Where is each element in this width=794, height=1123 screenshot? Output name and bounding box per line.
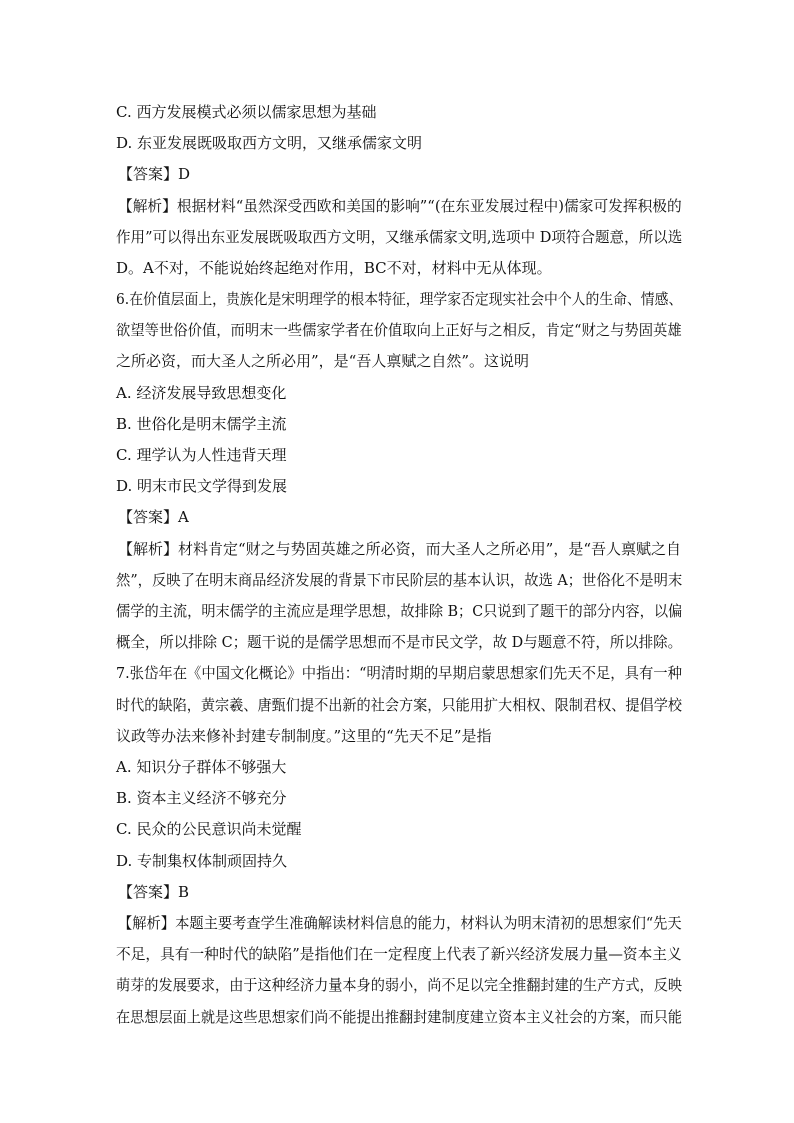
analysis-line: 概全，所以排除 C；题干说的是儒学思想而不是市民文学，故 D与题意不符，所以排除。 [116, 633, 683, 651]
question-6: 6.在价值层面上，贵族化是宋明理学的根本特征，理学家否定现实社会中个人的生命、情感、 [116, 290, 683, 308]
analysis-line: 【解析】材料肯定“财之与势固英雄之所必资，而大圣人之所必用”，是“吾人禀赋之自 [118, 540, 682, 558]
option-b: B. 资本主义经济不够充分 [116, 789, 287, 807]
option-b: B. 世俗化是明末儒学主流 [116, 415, 287, 433]
option-a: A. 知识分子群体不够强大 [116, 758, 287, 776]
option-a: A. 经济发展导致思想变化 [116, 384, 287, 402]
analysis-line: 【解析】本题主要考查学生准确解读材料信息的能力，材料认为明末清初的思想家们“先天 [118, 914, 682, 932]
option-c: C. 西方发展模式必须以儒家思想为基础 [116, 103, 377, 121]
analysis-line: 在思想层面上就是这些思想家们尚不能提出推翻封建制度建立资本主义社会的方案，而只能 [116, 1008, 683, 1026]
analysis-line: D。A不对，不能说始终起绝对作用，BC不对，材料中无从体现。 [116, 259, 552, 277]
option-c: C. 理学认为人性违背天理 [116, 446, 287, 464]
option-d: D. 专制集权体制顽固持久 [116, 852, 288, 870]
analysis-line: 不足，具有一种时代的缺陷”是指他们在一定程度上代表了新兴经济发展力量—资本主义 [116, 945, 682, 963]
question-7: 议政等办法来修补封建专制制度。”这里的“先天不足”是指 [116, 727, 492, 745]
option-c: C. 民众的公民意识尚未觉醒 [116, 820, 302, 838]
answer-label: 【答案】D [118, 165, 191, 183]
option-d: D. 东亚发展既吸取西方文明，又继承儒家文明 [116, 134, 423, 152]
question-6: 欲望等世俗价值，而明末一些儒家学者在价值取向上正好与之相反，肯定“财之与势固英雄 [116, 321, 682, 339]
question-7: 7.张岱年在《中国文化概论》中指出：“明清时期的早期启蒙思想家们先天不足，具有一种 [116, 664, 682, 682]
option-d: D. 明末市民文学得到发展 [116, 477, 288, 495]
answer-label: 【答案】A [118, 508, 189, 526]
analysis-line: 作用”可以得出东亚发展既吸取西方文明，又继承儒家文明,选项中 D项符合题意，所以选 [116, 228, 683, 246]
analysis-line: 【解析】根据材料“虽然深受西欧和美国的影响”“(在东亚发展过程中)儒家可发挥积极的 [118, 197, 682, 215]
answer-label: 【答案】B [118, 883, 190, 901]
analysis-line: 然”，反映了在明末商品经济发展的背景下市民阶层的基本认识，故选 A；世俗化不是明末 [116, 571, 683, 589]
analysis-line: 萌芽的发展要求，由于这种经济力量本身的弱小，尚不足以完全推翻封建的生产方式，反映 [116, 976, 683, 994]
analysis-line: 儒学的主流，明末儒学的主流应是理学思想，故排除 B；C只说到了题干的部分内容，以偏 [116, 602, 683, 620]
question-6: 之所必资，而大圣人之所必用”，是“吾人禀赋之自然”。这说明 [116, 352, 530, 370]
question-7: 时代的缺陷，黄宗羲、唐甄们提不出新的社会方案，只能用扩大相权、限制君权、提倡学校 [116, 696, 683, 714]
